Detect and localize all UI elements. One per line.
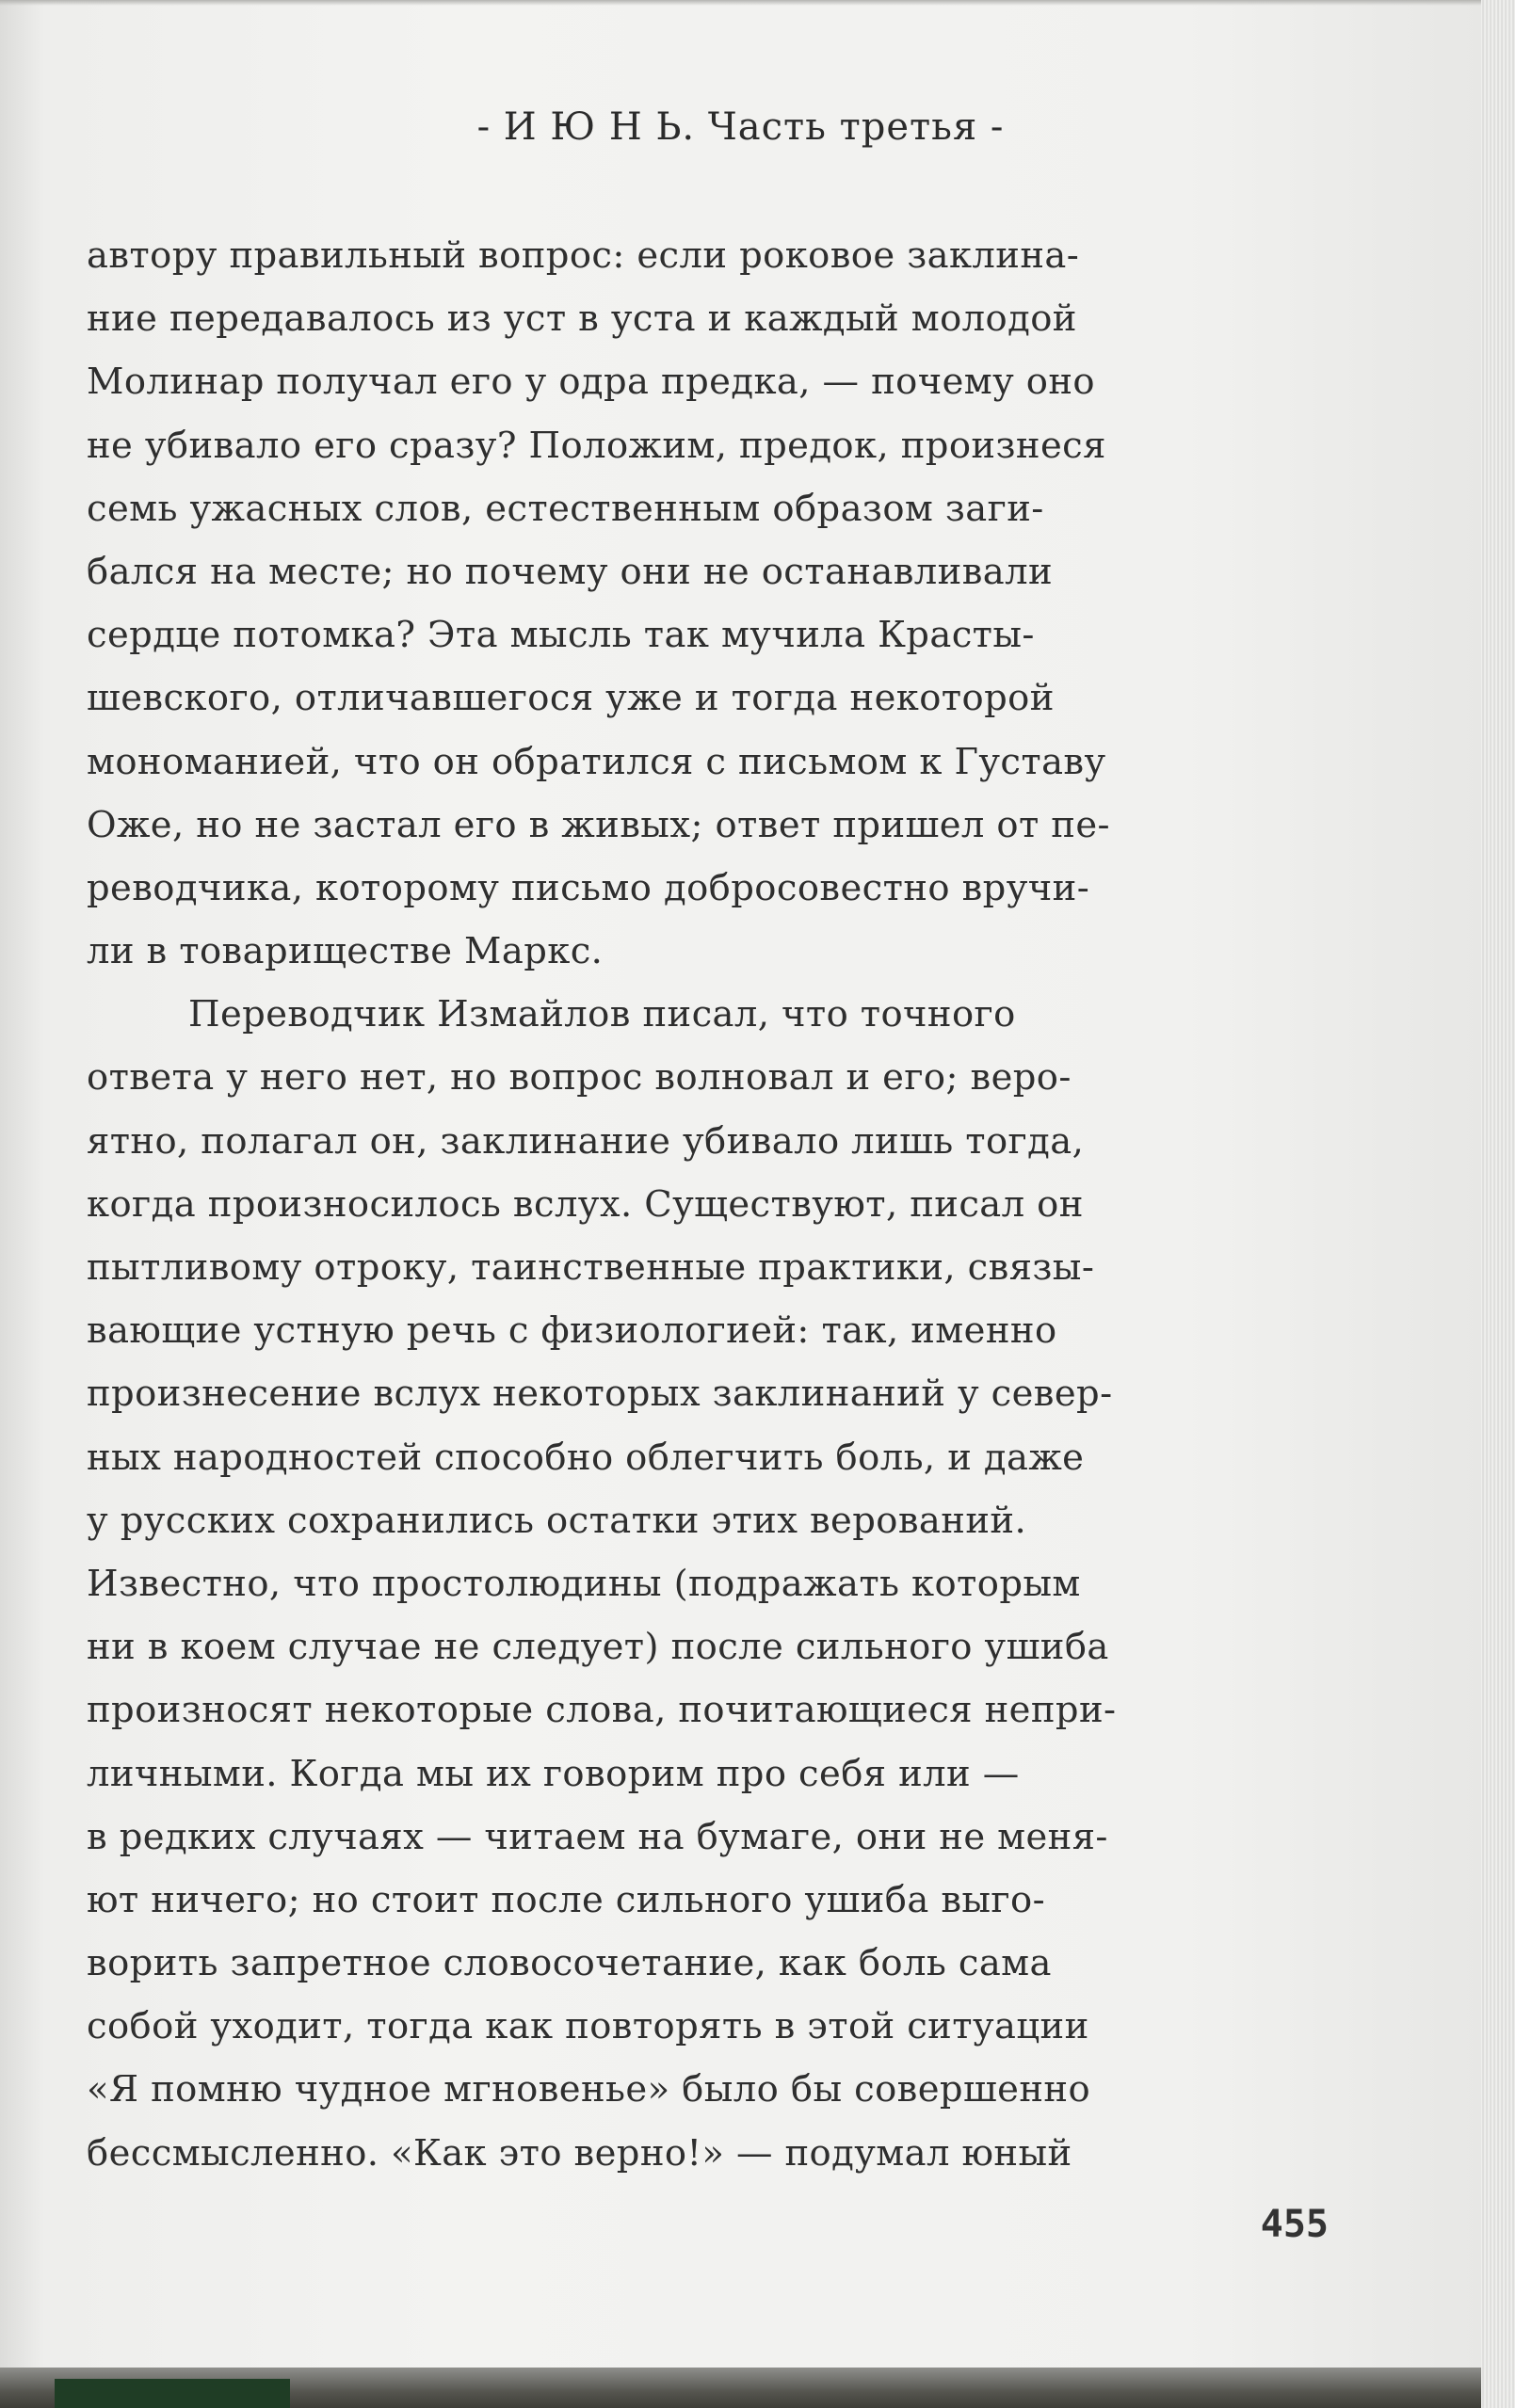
text-line: ответа у него нет, но вопрос волновал и его; веро-	[87, 1056, 1072, 1100]
text-line: бался на месте; но почему они не останавливали	[87, 550, 1054, 593]
text-line: шевского, отличавшегося уже и тогда некоторой	[87, 677, 1055, 720]
page-top-edge	[0, 0, 1481, 6]
cover-strip	[55, 2379, 290, 2408]
text-line: ют ничего; но стоит после сильного ушиба выго-	[87, 1878, 1045, 1921]
page-number: 455	[1260, 2203, 1329, 2246]
paragraph-first-line: Переводчик Измайлов писал, что точного	[188, 993, 1016, 1036]
text-line: ворить запретное словосочетание, как боль сама	[87, 1942, 1052, 1985]
text-line: когда произносилось вслух. Существуют, писал он	[87, 1182, 1084, 1226]
text-line: не убивало его сразу? Положим, предок, произнеся	[87, 424, 1106, 467]
text-line: ных народностей способно облегчить боль, и даже	[87, 1436, 1085, 1479]
text-line: ли в товариществе Маркс.	[87, 930, 604, 973]
text-line: сердце потомка? Эта мысль так мучила Красты-	[87, 614, 1035, 657]
text-line: мономанией, что он обратился с письмом к Густаву	[87, 740, 1106, 783]
text-line: «Я помню чудное мгновенье» было бы совершенно	[87, 2068, 1091, 2111]
text-line: у русских сохранились остатки этих верований.	[87, 1499, 1027, 1542]
running-head: - И Ю Н Ь. Часть третья -	[476, 105, 1005, 149]
text-line: собой уходит, тогда как повторять в этой ситуации	[87, 2005, 1089, 2048]
text-line: личными. Когда мы их говорим про себя или —	[87, 1752, 1020, 1795]
text-line: ни в коем случае не следует) после сильного ушиба	[87, 1626, 1109, 1669]
text-line: Известно, что простолюдины (подражать которым	[87, 1562, 1081, 1605]
text-line: семь ужасных слов, естественным образом заги-	[87, 487, 1044, 530]
text-line: автору правильный вопрос: если роковое заклина-	[87, 234, 1080, 277]
text-line: произносят некоторые слова, почитающиеся непри-	[87, 1689, 1117, 1732]
page-stack-edge	[1481, 0, 1515, 2408]
text-line: ние передавалось из уст в уста и каждый молодой	[87, 297, 1077, 341]
text-line: Молинар получал его у одра предка, — почему оно	[87, 361, 1096, 404]
text-line: пытливому отроку, таинственные практики, связы-	[87, 1246, 1095, 1289]
body-text	[87, 224, 1367, 2185]
text-line: произнесение вслух некоторых заклинаний у север-	[87, 1373, 1113, 1416]
text-line: Оже, но не застал его в живых; ответ пришел от пе-	[87, 803, 1110, 846]
text-line: вающие устную речь с физиологией: так, именно	[87, 1309, 1057, 1353]
text-line: в редких случаях — читаем на бумаге, они не меня-	[87, 1815, 1108, 1858]
text-line: бессмысленно. «Как это верно!» — подумал юный	[87, 2131, 1072, 2175]
text-line: ятно, полагал он, заклинание убивало лишь тогда,	[87, 1119, 1085, 1163]
text-line: реводчика, которому письмо добросовестно вручи-	[87, 866, 1090, 909]
